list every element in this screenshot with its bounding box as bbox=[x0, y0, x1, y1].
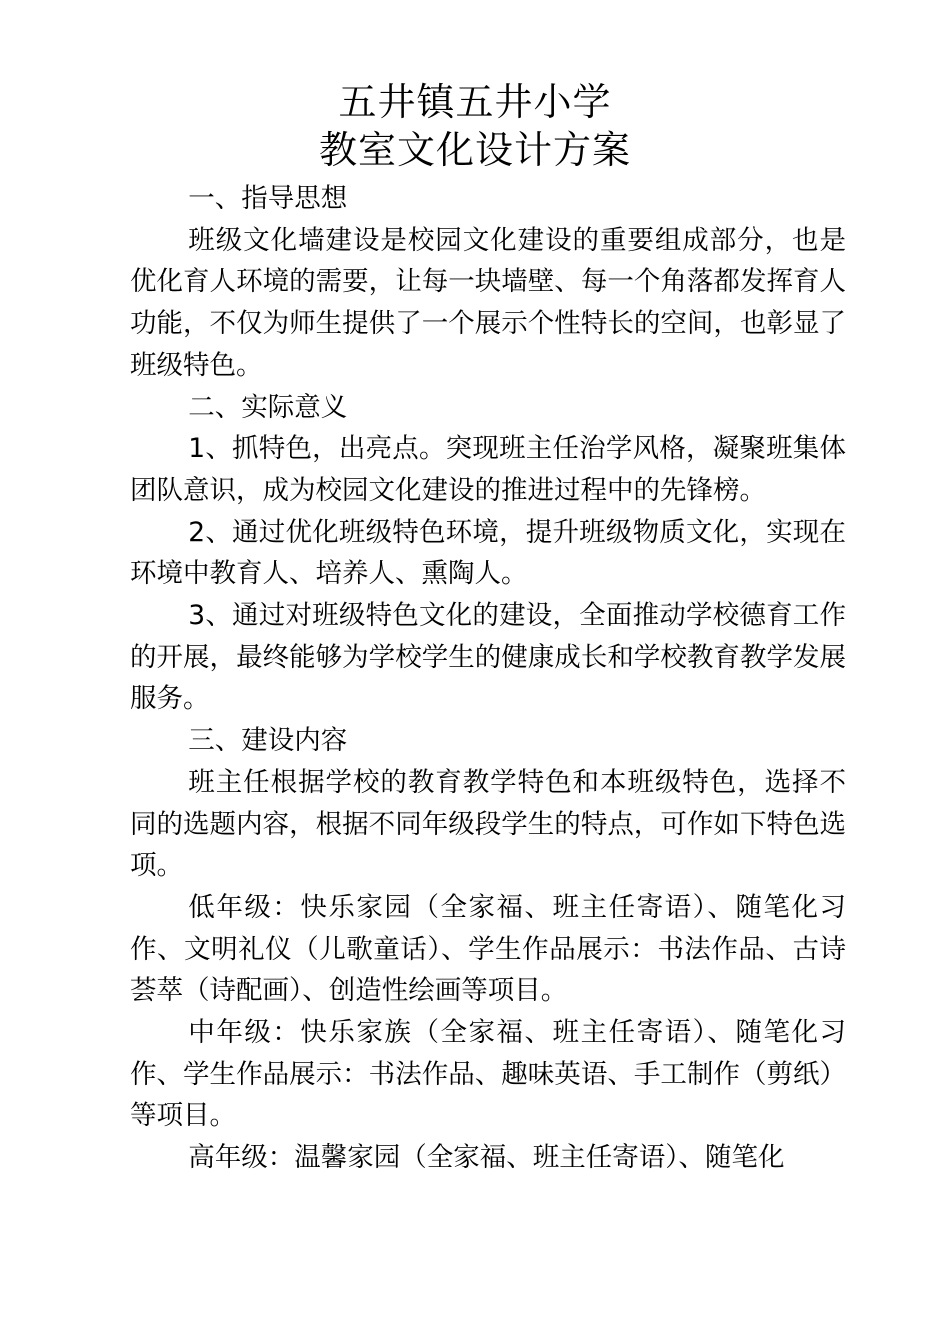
paragraph-guiding-ideology: 班级文化墙建设是校园文化建设的重要组成部分，也是优化育人环境的需要，让每一块墙壁、每一个角落都发挥育人功能，不仅为师生提供了一个展示个性特长的空间，也彰显了班级特色。 bbox=[130, 224, 846, 381]
paragraph-construction-content: 班主任根据学校的教育教学特色和本班级特色，选择不同的选题内容，根据不同年级段学生的特点，可作如下特色选项。 bbox=[130, 766, 846, 882]
section-heading-guiding-ideology: 一、指导思想 bbox=[188, 183, 348, 214]
paragraph-middle-grade: 中年级：快乐家族（全家福、班主任寄语）、随笔化习作、学生作品展示：书法作品、趣味英语、手工制作（剪纸）等项目。 bbox=[130, 1017, 846, 1132]
paragraph-significance-item-2: 2、通过优化班级特色环境，提升班级物质文化，实现在环境中教育人、培养人、熏陶人。 bbox=[130, 516, 846, 590]
title-school-name: 五井镇五井小学 bbox=[338, 80, 612, 124]
section-heading-construction-content: 三、建设内容 bbox=[188, 725, 348, 757]
section-heading-practical-significance: 二、实际意义 bbox=[188, 391, 348, 423]
paragraph-high-grade: 高年级：温馨家园（全家福、班主任寄语）、随笔化 bbox=[188, 1142, 785, 1174]
document-body bbox=[130, 178, 846, 1179]
title-plan-name: 教室文化设计方案 bbox=[318, 128, 631, 172]
paragraph-significance-item-3: 3、通过对班级特色文化的建设，全面推动学校德育工作的开展，最终能够为学校学生的健康成长和学校教育教学发展服务。 bbox=[130, 600, 846, 715]
paragraph-low-grade: 低年级：快乐家园（全家福、班主任寄语）、随笔化习作、文明礼仪（儿歌童话）、学生作品展示：书法作品、古诗荟萃（诗配画）、创造性绘画等项目。 bbox=[130, 891, 846, 1007]
paragraph-significance-item-1: 1、抓特色，出亮点。突现班主任治学风格，凝聚班集体团队意识，成为校园文化建设的推进过程中的先锋榜。 bbox=[130, 433, 846, 506]
document-title bbox=[0, 78, 950, 174]
